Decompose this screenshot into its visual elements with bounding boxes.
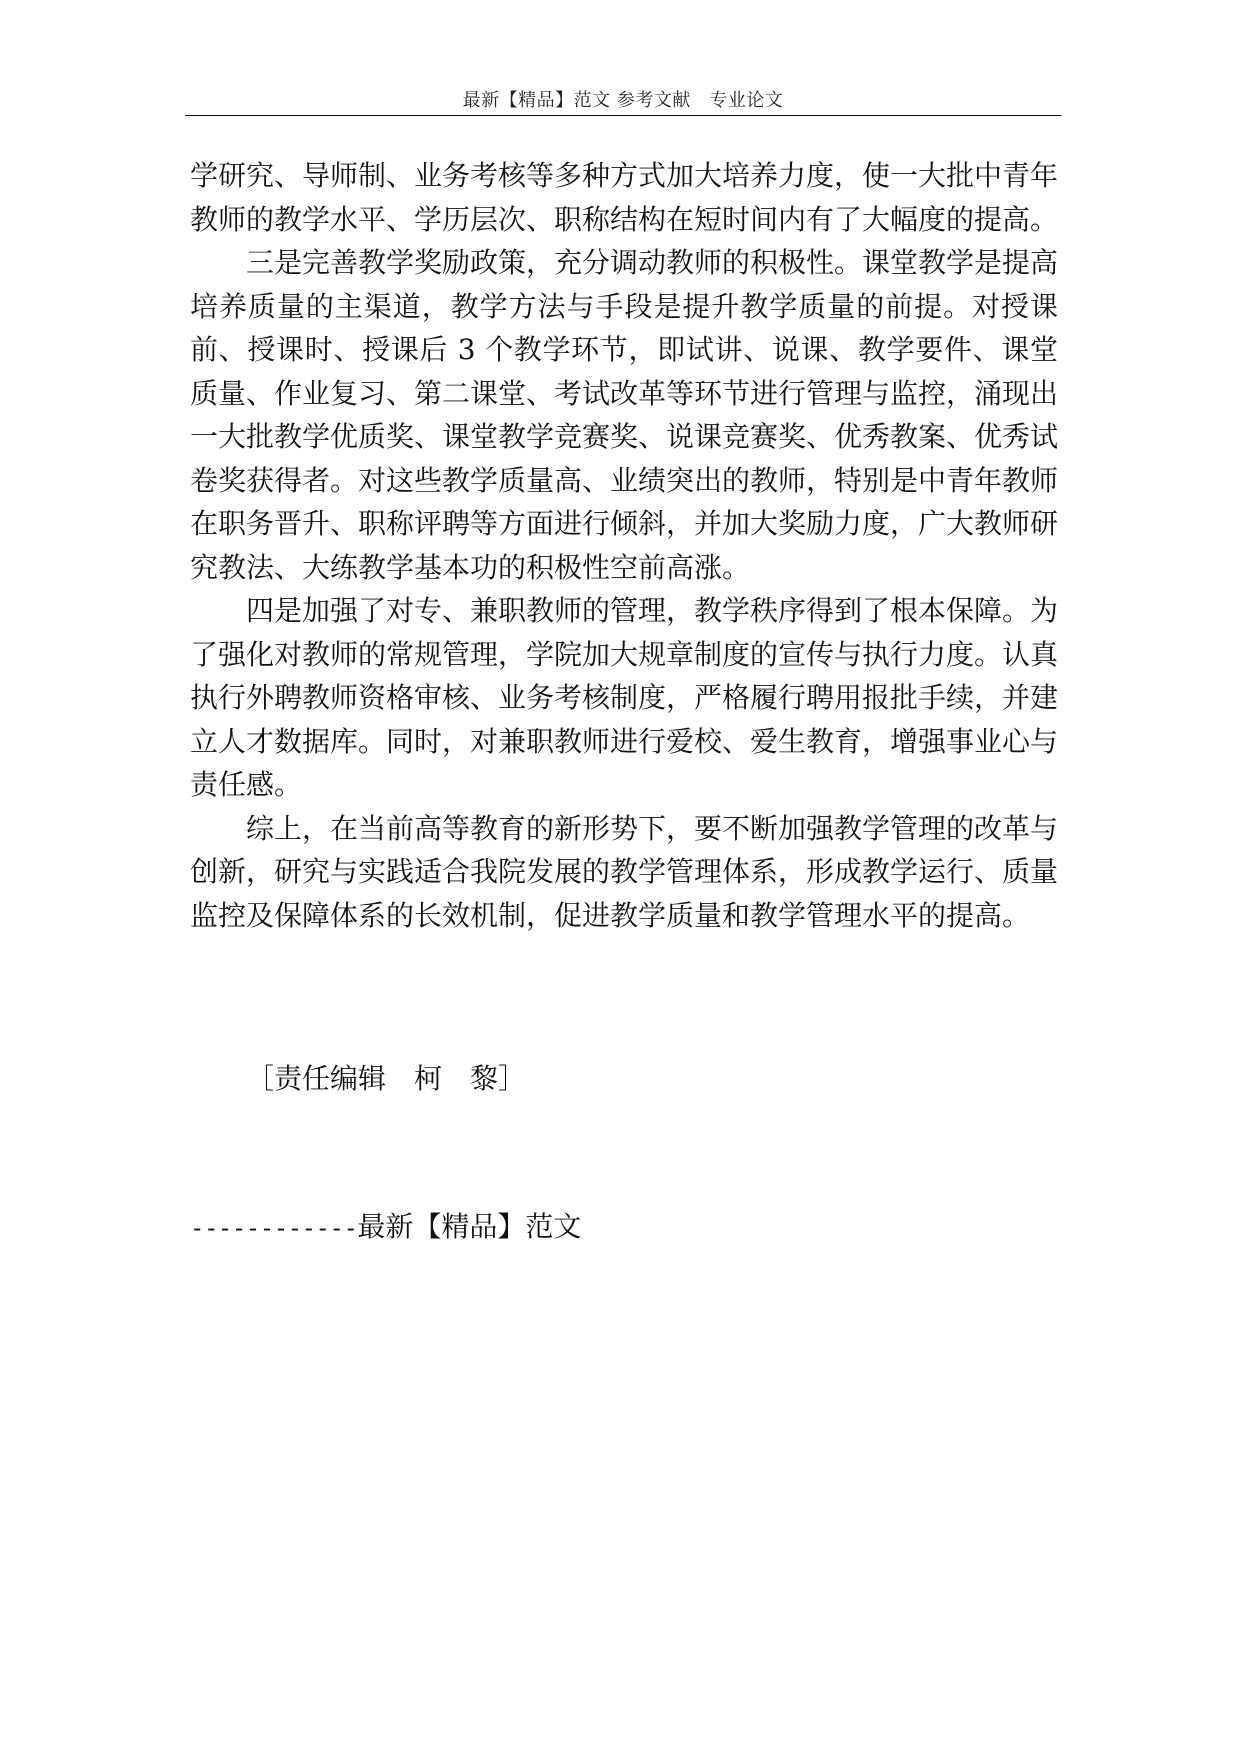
paragraph-conclusion: 综上，在当前高等教育的新形势下，要不断加强教学管理的改革与创新，研究与实践适合我院发展的教学管理体系，形成教学运行、质量监控及保障体系的长效机制，促进教学质量和教学管理水平的提高。 [190, 811, 1059, 932]
body-text [190, 154, 1058, 937]
paragraph-teaching-rewards: 三是完善教学奖励政策，充分调动教师的积极性。课堂教学是提高培养质量的主渠道，教学方法与手段是提升教学质量的前提。对授课前、授课时、授课后 3 个教学环节，即试讲、说课、教学要件、课堂质量、作业复习、第二课堂、考试改革等环节进行管理与监控，涌现出一大批教学优质奖、课堂教学竞赛奖、说课竞赛奖、优秀教案、优秀试卷奖获得者。对这些教学质量高、业绩突出的教师，特别是中青年教师在职务晋升、职称评聘等方面进行倾斜，并加大奖励力度，广大教师研究教法、大练教学基本功的积极性空前高涨。 [190, 246, 1059, 584]
paragraph-continued: 学研究、导师制、业务考核等多种方式加大培养力度，使一大批中青年教师的教学水平、学历层次、职称结构在短时间内有了大幅度的提高。 [190, 159, 1059, 236]
footer-line [190, 1205, 581, 1251]
editor-note: ［责任编辑 柯 黎］ [246, 1062, 527, 1095]
running-header: 最新【精品】范文 参考文献 专业论文 [462, 90, 784, 111]
footer-label: 最新【精品】范文 [357, 1210, 582, 1243]
header-rule [185, 115, 1061, 116]
footer-dashes: ------------ [190, 1214, 358, 1242]
paragraph-teacher-management: 四是加强了对专、兼职教师的管理，教学秩序得到了根本保障。为了强化对教师的常规管理，学院加大规章制度的宣传与执行力度。认真执行外聘教师资格审核、业务考核制度，严格履行聘用报批手续，并建立人才数据库。同时，对兼职教师进行爱校、爱生教育，增强事业心与责任感。 [190, 594, 1059, 801]
